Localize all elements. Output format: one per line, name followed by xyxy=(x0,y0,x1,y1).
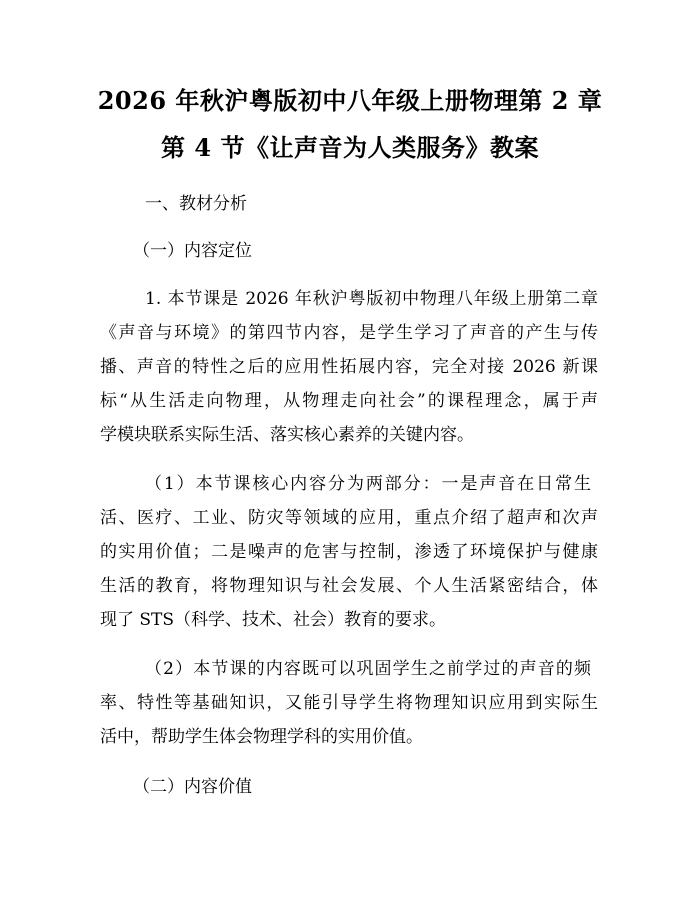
paragraph-3-line-3: 活中，帮助学生体会物理学科的实用价值。 xyxy=(100,727,423,747)
paragraph-3-line-2: 率、特性等基础知识，又能引导学生将物理知识应用到实际生 xyxy=(100,693,598,713)
paragraph-1-line-3: 播、声音的特性之后的应用性拓展内容，完全对接 2026 新课 xyxy=(100,357,598,377)
document-title-line-1: 2026 年秋沪粤版初中八年级上册物理第 2 章 xyxy=(97,86,603,115)
paragraph-1-line-5: 学模块联系实际生活、落实核心素养的关键内容。 xyxy=(100,425,474,445)
document-title-line-2: 第 4 节《让声音为人类服务》教案 xyxy=(161,133,539,162)
paragraph-2-line-5: 现了 STS（科学、技术、社会）教育的要求。 xyxy=(100,610,447,630)
paragraph-2-line-2: 活、医疗、工业、防灾等领域的应用，重点介绍了超声和次声 xyxy=(100,508,598,528)
subsection-heading-content-positioning: （一）内容定位 xyxy=(133,241,252,261)
paragraph-1-line-4: 标“从生活走向物理，从物理走向社会”的课程理念，属于声 xyxy=(100,391,598,411)
paragraph-1-line-1: 1. 本节课是 2026 年秋沪粤版初中物理八年级上册第二章 xyxy=(145,289,598,309)
paragraph-1-line-2: 《声音与环境》的第四节内容，是学生学习了声音的产生与传 xyxy=(100,323,598,343)
section-heading-teaching-material-analysis: 一、教材分析 xyxy=(145,194,247,214)
paragraph-3-line-1: （2）本节课的内容既可以巩固学生之前学过的声音的频 xyxy=(145,659,591,679)
paragraph-2-line-4: 生活的教育，将物理知识与社会发展、个人生活紧密结合，体 xyxy=(100,576,598,596)
paragraph-2-line-3: 的实用价值；二是噪声的危害与控制，渗透了环境保护与健康 xyxy=(100,542,598,562)
subsection-heading-content-value: （二）内容价值 xyxy=(133,777,252,797)
paragraph-2-line-1: （1）本节课核心内容分为两部分：一是声音在日常生 xyxy=(145,474,591,494)
